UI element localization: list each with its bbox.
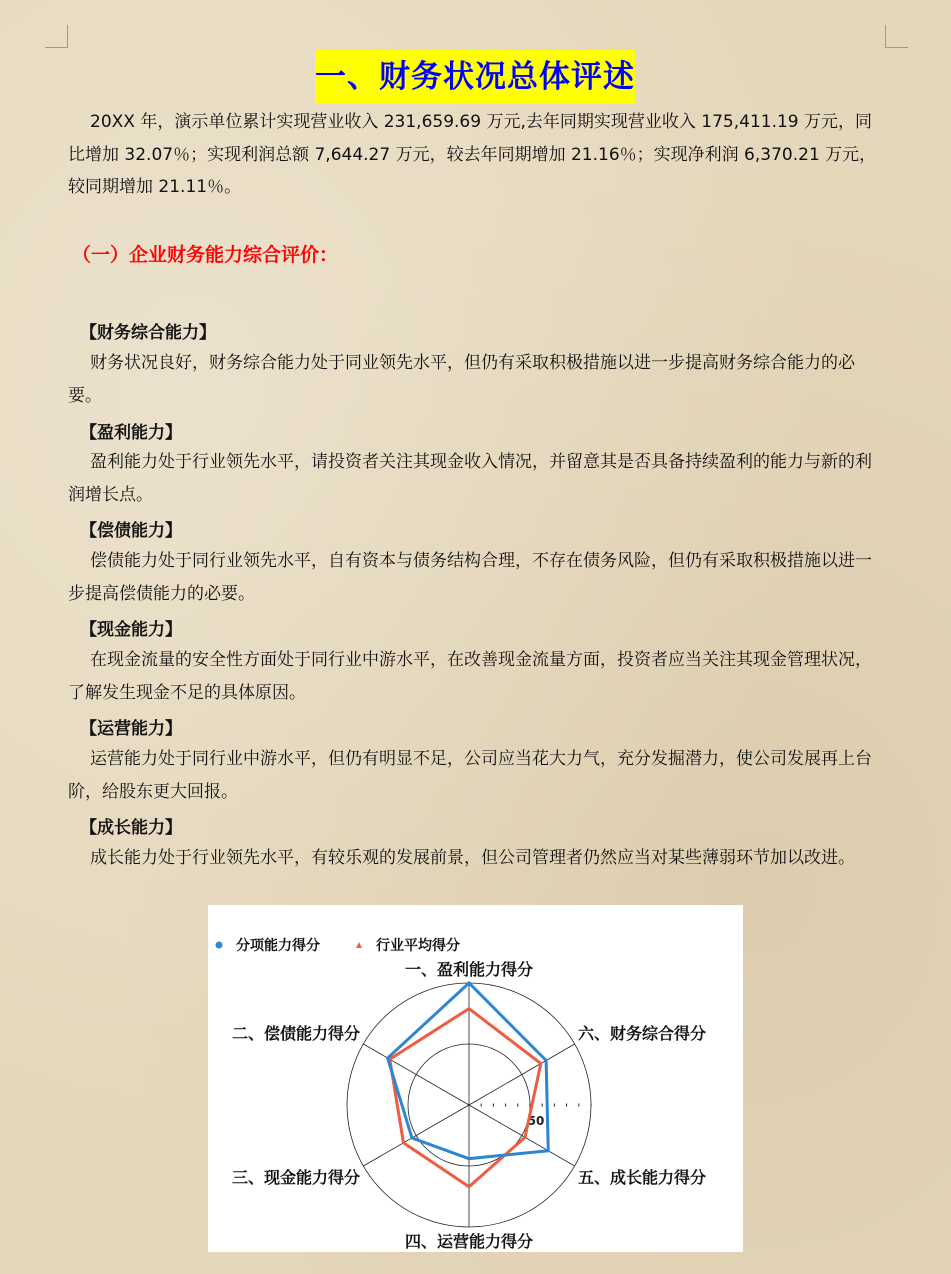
legend-triangle-marker-icon (356, 942, 362, 948)
section-heading: 【现金能力】 (80, 620, 182, 640)
section-heading: 【成长能力】 (80, 818, 182, 838)
section-body: 运营能力处于同行业中游水平，但仍有明显不足，公司应当花大力气，充分发掘潜力，使公司发展再上台阶，给股东更大回报。 (68, 749, 872, 802)
radar-category-label: 五、成长能力得分 (578, 1168, 707, 1187)
section-heading: 【偿债能力】 (80, 521, 182, 541)
page-corner-mark (885, 25, 908, 48)
section-body: 盈利能力处于行业领先水平，请投资者关注其现金收入情况，并留意其是否具备持续盈利的能力与新的利润增长点。 (68, 452, 872, 505)
radar-tick-label: 50 (527, 1114, 545, 1128)
legend-circle-marker-icon (216, 942, 223, 949)
section-body: 在现金流量的安全性方面处于同行业中游水平，在改善现金流量方面，投资者应当关注其现金管理状况，了解发生现金不足的具体原因。 (68, 650, 872, 703)
radar-axis-line (363, 1105, 469, 1166)
legend-label: 行业平均得分 (376, 938, 460, 954)
section-body: 成长能力处于行业领先水平，有较乐观的发展前景，但公司管理者仍然应当对某些薄弱环节加以改进。 (90, 848, 855, 868)
section-body: 偿债能力处于同行业领先水平，自有资本与债务结构合理，不存在债务风险，但仍有采取积极措施以进一步提高偿债能力的必要。 (68, 551, 872, 604)
radar-category-label: 四、运营能力得分 (404, 1232, 534, 1251)
section-heading: 【财务综合能力】 (80, 323, 216, 343)
section-heading: 【运营能力】 (80, 719, 182, 739)
section-body: 财务状况良好，财务综合能力处于同业领先水平，但仍有采取积极措施以进一步提高财务综合能力的必要。 (68, 353, 855, 406)
radar-category-label: 六、财务综合得分 (578, 1024, 707, 1043)
intro-paragraph: 20XX 年，演示单位累计实现营业收入 231,659.69 万元,去年同期实现营业收入 175,411.19 万元，同比增加 32.07％；实现利润总额 7,644.27 万元，较去年同期增加 21.16％；实现净利润 6,370.21 万元，较同期增加 21.11％。 (68, 112, 877, 197)
radar-category-label: 一、盈利能力得分 (404, 960, 534, 979)
section-heading: 【盈利能力】 (80, 423, 182, 443)
section-subheading: （一）企业财务能力综合评价： (72, 244, 339, 266)
radar-axis-line (363, 1044, 469, 1105)
radar-axis-line (469, 1044, 575, 1105)
radar-category-label: 三、现金能力得分 (231, 1168, 360, 1187)
radar-chart (208, 905, 743, 1252)
radar-category-label: 二、偿债能力得分 (231, 1024, 360, 1043)
legend-label: 分项能力得分 (236, 938, 320, 954)
radar-chart-svg (208, 905, 743, 1252)
page-corner-mark (45, 25, 68, 48)
page-title: 一、财务状况总体评述 (315, 50, 635, 104)
